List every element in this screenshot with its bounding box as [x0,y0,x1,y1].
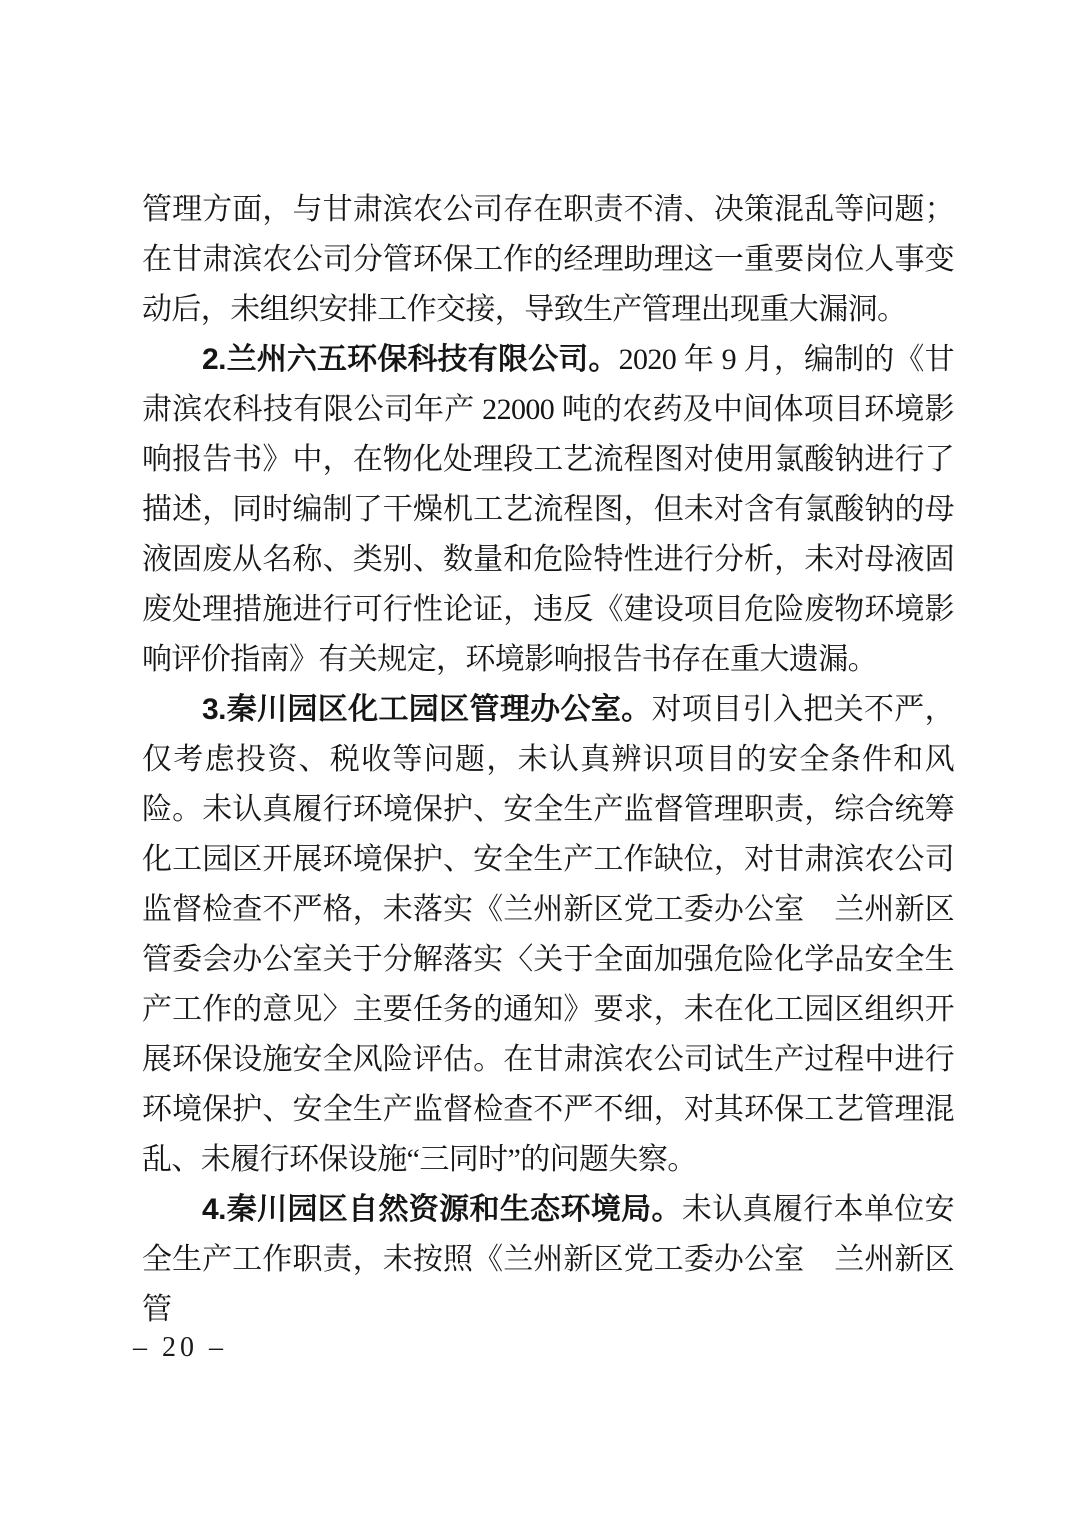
paragraph-text: 对项目引入把关不严，仅考虑投资、税收等问题，未认真辨识项目的安全条件和风险。未认真履行环境保护、安全生产监督管理职责，综合统筹化工园区开展环境保护、安全生产工作缺位，对甘肃滨农公司监督检查不严格，未落实《兰州新区党工委办公室 兰州新区管委会办公室关于分解落实〈关于全面加强危险化学品安全生产工作的意见〉主要任务的通知》要求，未在化工园区组织开展环保设施安全风险评估。在甘肃滨农公司试生产过程中进行环境保护、安全生产监督检查不严不细，对其环保工艺管理混乱、未履行环保设施“三同时”的问题失察。 [142,693,954,1176]
paragraph-section-4 [142,1185,954,1335]
paragraph-section-3 [142,685,954,1185]
section-2-heading: 2.兰州六五环保科技有限公司。 [202,343,619,376]
section-4-heading: 4.秦川园区自然资源和生态环境局。 [202,1193,682,1226]
paragraph-text: 2020 年 9 月，编制的《甘肃滨农科技有限公司年产 22000 吨的农药及中间体项目环境影响报告书》中，在物化处理段工艺流程图对使用氯酸钠进行了描述，同时编制了干燥机工艺流程图，但未对含有氯酸钠的母液固废从名称、类别、数量和危险特性进行分析，未对母液固废处理措施进行可行性论证，违反《建设项目危险废物环境影响评价指南》有关规定，环境影响报告书存在重大遗漏。 [142,343,954,676]
paragraph-section-2 [142,335,954,685]
section-3-heading: 3.秦川园区化工园区管理办公室。 [202,693,652,726]
paragraph-continuation [142,185,954,335]
paragraph-text: 管理方面，与甘肃滨农公司存在职责不清、决策混乱等问题；在甘肃滨农公司分管环保工作的经理助理这一重要岗位人事变动后，未组织安排工作交接，导致生产管理出现重大漏洞。 [142,193,954,326]
paragraph-text: 未认真履行本单位安全生产工作职责，未按照《兰州新区党工委办公室 兰州新区管 [142,1193,954,1326]
page-number: – 20 – [133,1332,227,1363]
document-body [142,185,954,1335]
